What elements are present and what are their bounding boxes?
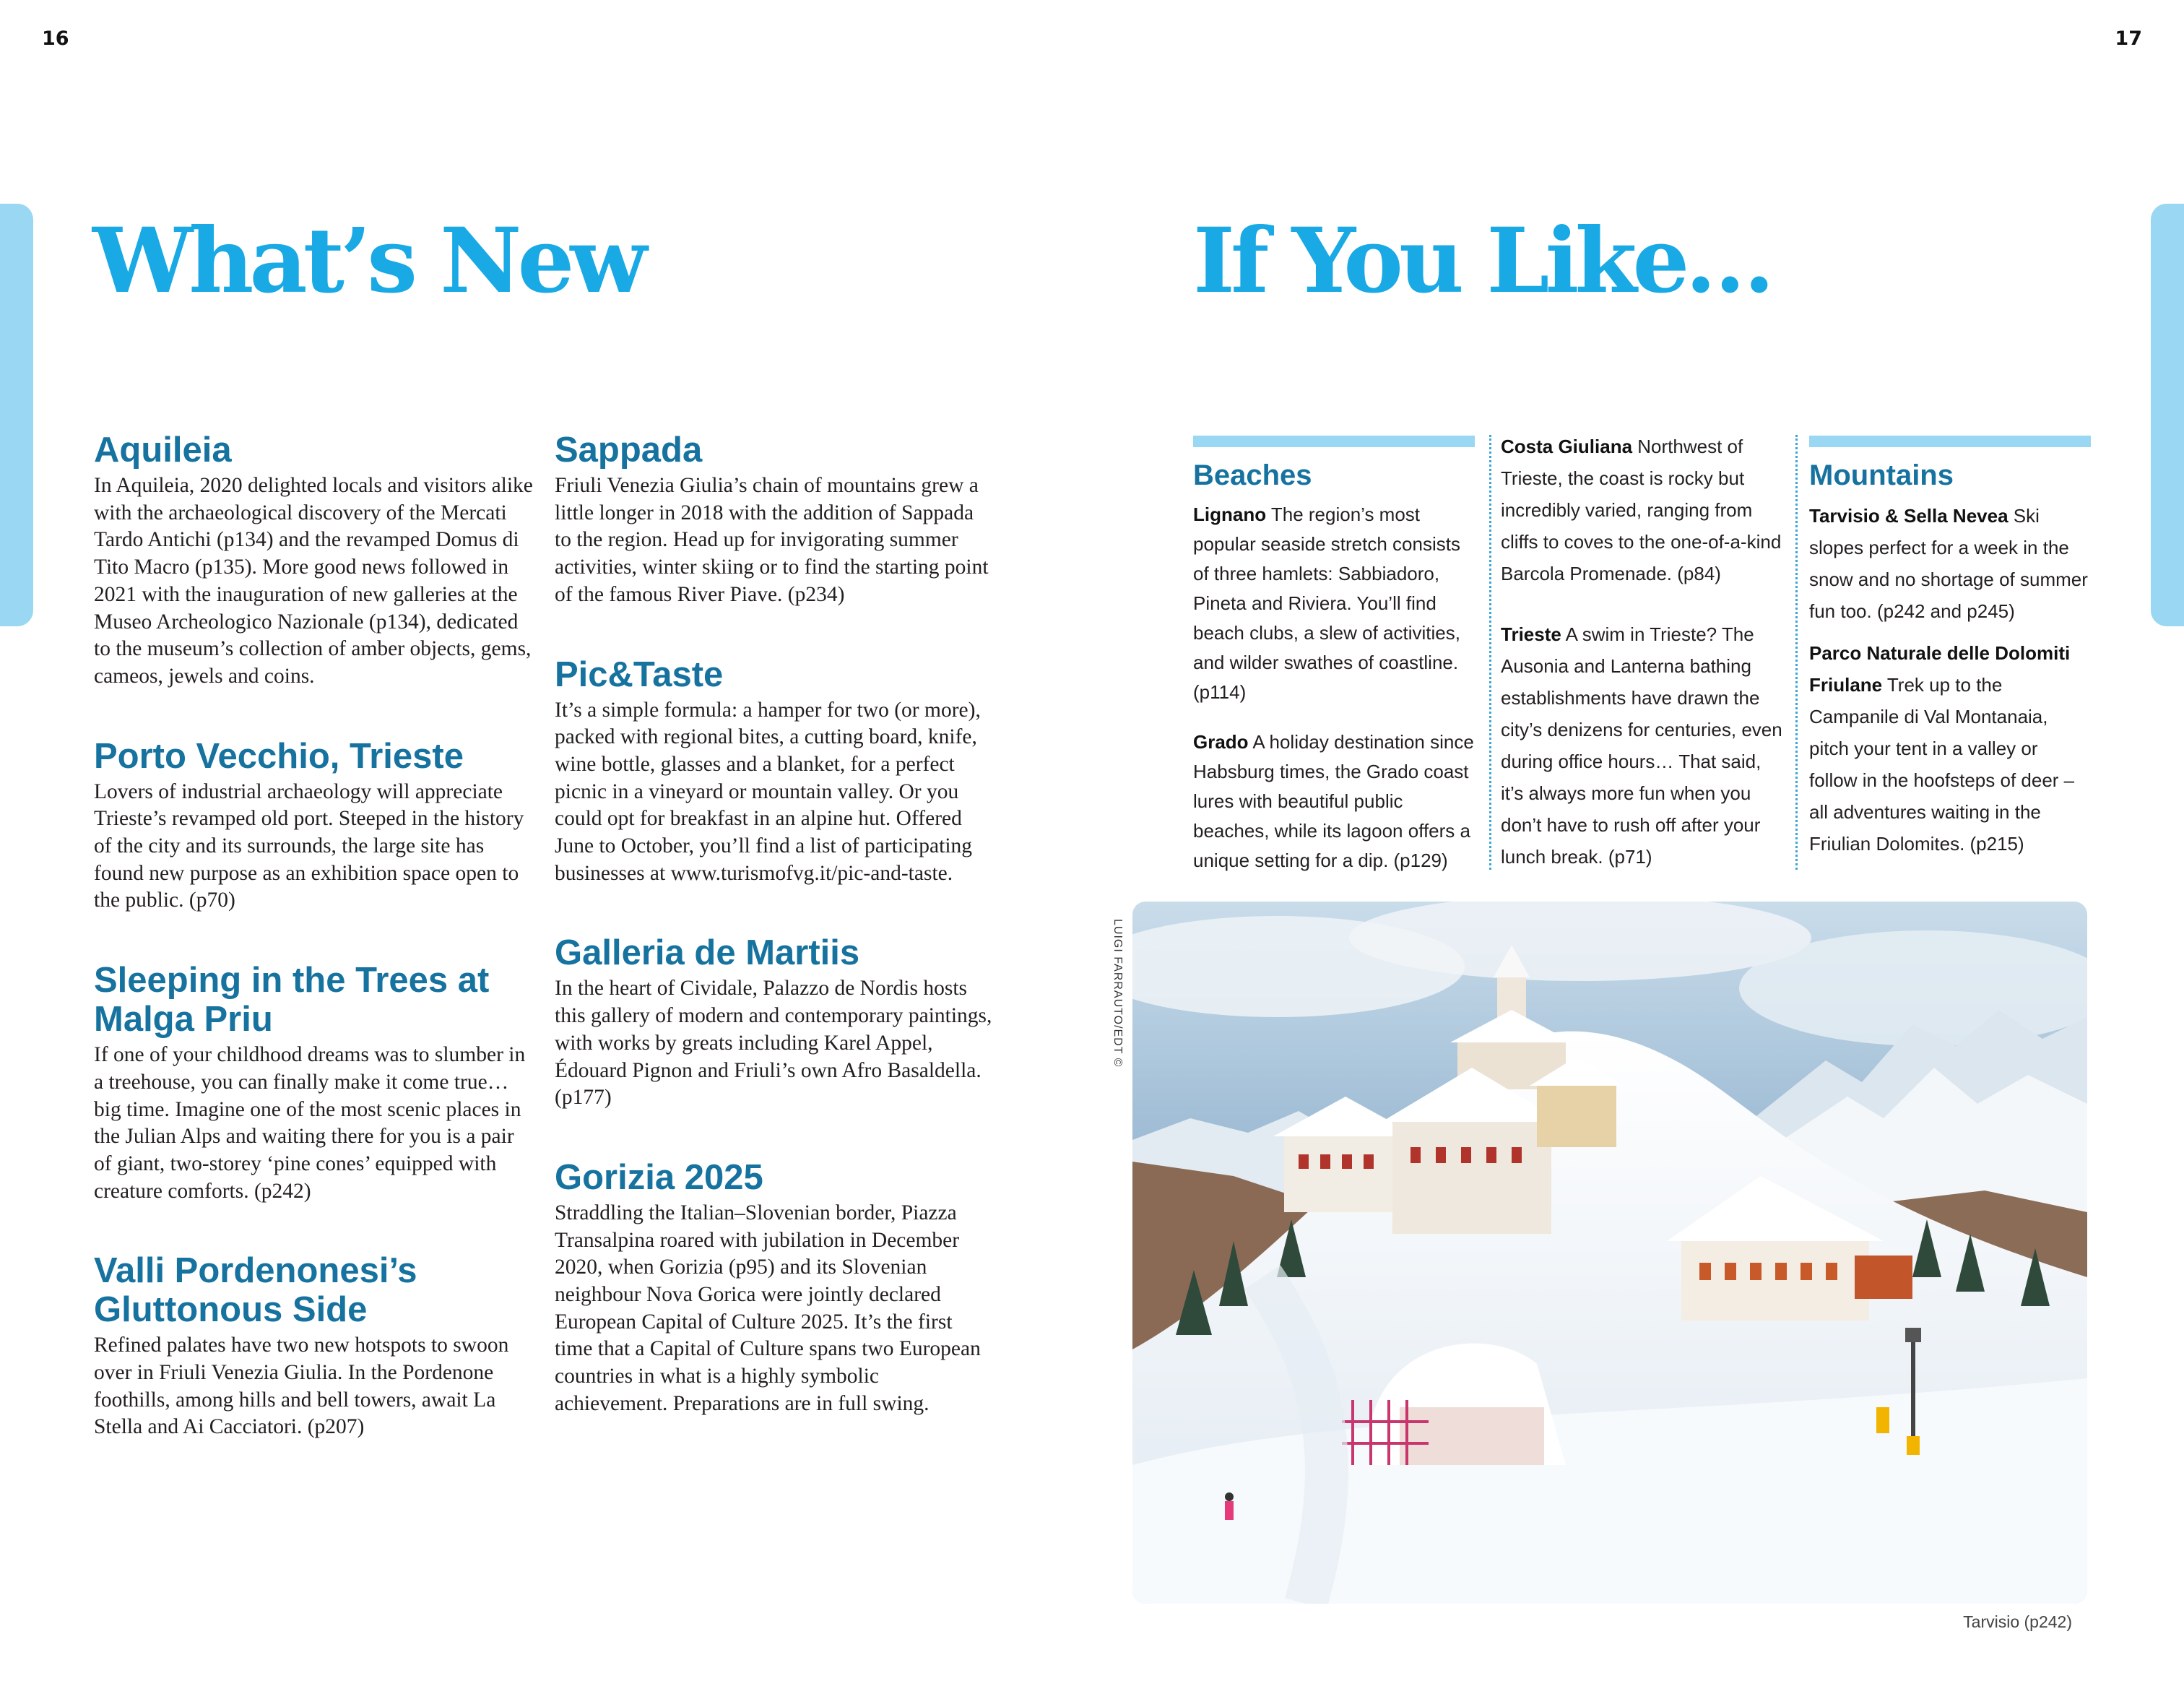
entry-text: Ski slopes perfect for a week in the snow and no shortage of summer fun too. (p242 and p245) [1809, 505, 2088, 622]
article-heading: Gorizia 2025 [555, 1157, 763, 1197]
mountains-section [1809, 458, 2089, 880]
mountains-top-bar [1809, 436, 2091, 447]
entry-name: Trieste [1501, 623, 1561, 645]
entry-lignano [1193, 500, 1475, 707]
article-body: Straddling the Italian–Slovenian border, Piazza Transalpina roared with jubilation in December 2020, when Gorizia (p95) and its Slovenian neighbour Nova Gorica were jointly declared European Capital of Culture 2025. It’s the first time that a Capital of Culture spans two European countries in what is a highly symbolic achievement. Preparations are in full swing. [555, 1201, 981, 1415]
article-heading: Aquileia [94, 431, 232, 470]
beaches-continued-section [1501, 431, 1785, 893]
entry-costa-giuliana [1501, 431, 1785, 589]
column-divider-1 [1489, 435, 1491, 870]
mountains-heading: Mountains [1809, 459, 1954, 491]
whats-new-column-1 [94, 431, 533, 1487]
article-heading: Sleeping in the Trees at Malga Priu [94, 961, 490, 1040]
article-body: If one of your childhood dreams was to slumber in a treehouse, you can finally make it come true… big time. Imagine one of the most scenic places in the Julian Alps and waiting there for you is a pair of giant, two-storey ‘pine cones’ equipped with creature comforts. (p242) [94, 1043, 526, 1203]
entry-text: Trek up to the Campanile di Val Montanaia, pitch your tent in a valley or follow in the hoofsteps of deer – all adventures waiting in the Friulian Dolomites. (p215) [1809, 674, 2075, 855]
article-heading: Valli Pordenonesi’s Gluttonous Side [94, 1251, 417, 1330]
article-body: In Aquileia, 2020 delighted locals and visitors alike with the archaeological discovery of the Mercati Tardo Antichi (p134) and the revamped Domus di Tito Macro (p135). More good news followed in 2021 with the inauguration of new galleries at the Museo Archeologico Nazionale (p134), dedicated to the museum’s collection of amber objects, gems, cameos, jewels and coins. [94, 474, 533, 688]
entry-text: A holiday destination since Habsburg times, the Grado coast lures with beautiful public beaches, while its lagoon offers a unique setting for a dip. (p129) [1193, 731, 1474, 871]
article-porto-vecchio [94, 737, 533, 915]
article-heading: Porto Vecchio, Trieste [94, 736, 464, 776]
article-heading: Pic&Taste [555, 654, 724, 694]
photo-tarvisio [1132, 902, 2087, 1604]
entry-tarvisio [1809, 500, 2089, 627]
entry-text: A swim in Trieste? The Ausonia and Lanterna bathing establishments have drawn the city’s denizens for centuries, even during office hours… That said, it’s always more fun when you don’t have to rush off after your lunch break. (p71) [1501, 623, 1782, 868]
entry-name: Grado [1193, 731, 1249, 753]
article-body: In the heart of Cividale, Palazzo de Nordis hosts this gallery of modern and contemporary paintings, with works by greats including Karel Appel, Édouard Pignon and Friuli’s own Afro Basaldella. (p177) [555, 977, 992, 1110]
photo-credit: LUIGI FARRAUTO/EDT © [1112, 919, 1124, 1068]
column-divider-2 [1795, 435, 1798, 870]
page-title-if-you-like: If You Like… [1193, 209, 1771, 314]
right-thumb-tab [2151, 204, 2184, 626]
entry-name: Lignano [1193, 504, 1267, 525]
entry-name: Tarvisio & Sella Nevea [1809, 505, 2008, 527]
page-title-whats-new: What’s New [92, 209, 644, 314]
article-malga-priu [94, 961, 533, 1205]
article-body: It’s a simple formula: a hamper for two (or more), packed with regional bites, a cutting board, knife, wine bottle, glasses and a blanket, for a perfect picnic in a vineyard or mountain valley. Or you could opt for breakfast in an alpine hut. Offered June to October, you’ll find a list of participating businesses at www.turismofvg.it/pic-and-taste. [555, 698, 981, 885]
left-thumb-tab [0, 204, 33, 626]
photo-caption: Tarvisio (p242) [1963, 1612, 2072, 1631]
article-pic-and-taste [555, 655, 995, 888]
entry-text: Northwest of Trieste, the coast is rocky but incredibly varied, ranging from cliffs to coves to the one-of-a-kind Barcola Promenade. (p84) [1501, 436, 1782, 584]
article-body: Lovers of industrial archaeology will appreciate Trieste’s revamped old port. Steeped in the history of the city and its surrounds, the large site has found new purpose as an exhibition space open to the public. (p70) [94, 779, 524, 912]
article-galleria-de-martiis [555, 933, 995, 1112]
snowy-village-illustration [1132, 902, 2087, 1604]
article-sappada [555, 431, 995, 609]
beaches-top-bar [1193, 436, 1475, 447]
entry-grado [1193, 727, 1475, 876]
page-number-right: 17 [2115, 27, 2142, 50]
article-body: Friuli Venezia Giulia’s chain of mountains grew a little longer in 2018 with the addition of Sappada to the region. Head up for invigorating summer activities, winter skiing or to find the starting point of the famous River Piave. (p234) [555, 474, 989, 606]
whats-new-column-2 [555, 431, 995, 1464]
entry-name: Parco Naturale delle Dolomiti Friulane [1809, 642, 2071, 696]
article-aquileia [94, 431, 533, 691]
article-heading: Galleria de Martiis [555, 933, 860, 973]
page-number-left: 16 [42, 27, 69, 50]
entry-dolomiti-friulane [1809, 637, 2089, 860]
entry-text: The region’s most popular seaside stretch consists of three hamlets: Sabbiadoro, Pineta and Riviera. You’ll find beach clubs, a slew of activities, and wilder swathes of coastline. (p114) [1193, 504, 1460, 703]
beaches-section [1193, 458, 1475, 896]
article-valli-pordenonesi [94, 1251, 533, 1441]
article-body: Refined palates have two new hotspots to swoon over in Friuli Venezia Giulia. In the Pordenone foothills, among hills and bell towers, await La Stella and Ai Cacciatori. (p207) [94, 1334, 509, 1439]
entry-name: Costa Giuliana [1501, 436, 1633, 457]
entry-trieste [1501, 618, 1785, 873]
article-gorizia-2025 [555, 1158, 995, 1418]
article-heading: Sappada [555, 431, 703, 470]
beaches-heading: Beaches [1193, 459, 1312, 491]
